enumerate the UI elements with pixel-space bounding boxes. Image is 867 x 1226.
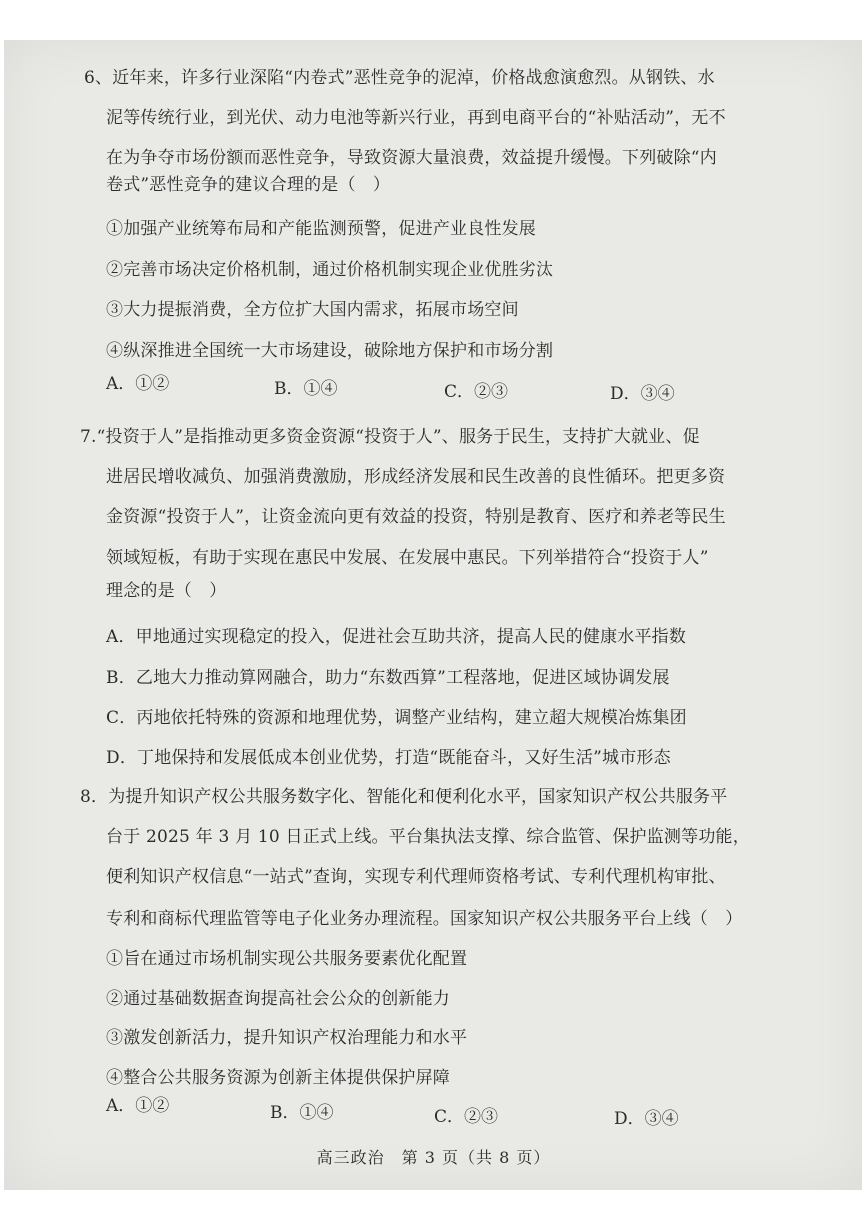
- q8-stem-line-3: 便利知识产权信息“一站式”查询，实现专利代理师资格考试、专利代理机构审批、: [106, 867, 726, 887]
- q8-choice-b: B．①④: [270, 1103, 334, 1123]
- q7-stem-line-2: 进居民增收减负、加强消费激励，形成经济发展和民生改善的良性循环。把更多资: [106, 467, 726, 487]
- q8-stem-line-2: 台于 2025 年 3 月 10 日正式上线。平台集执法支撑、综合监管、保护监测等功能，: [106, 827, 750, 847]
- q6-statement-2: ②完善市场决定价格机制，通过价格机制实现企业优胜劣汰: [106, 260, 554, 280]
- q6-stem-line-2: 泥等传统行业，到光伏、动力电池等新兴行业，再到电商平台的“补贴活动”，无不: [106, 108, 726, 128]
- q6-stem-line-3: 在为争夺市场份额而恶性竞争，导致资源大量浪费，效益提升缓慢。下列破除“内: [106, 148, 717, 168]
- page-footer: 高三政治 第 3 页（共 8 页）: [316, 1148, 551, 1167]
- q6-stem-line-1: 6、近年来，许多行业深陷“内卷式”恶性竞争的泥淖，价格战愈演愈烈。从钢铁、水: [84, 68, 715, 88]
- q7-choice-a: A．甲地通过实现稳定的投入，促进社会互助共济，提高人民的健康水平指数: [106, 627, 687, 647]
- q7-choice-b: B．乙地大力推动算网融合，助力“东数西算”工程落地，促进区域协调发展: [106, 668, 670, 688]
- q8-choice-d: D．③④: [614, 1109, 679, 1129]
- q6-choice-d: D．③④: [610, 384, 675, 404]
- exam-page: [4, 40, 862, 1190]
- q7-stem-line-5: 理念的是（ ）: [106, 581, 227, 601]
- q7-choice-d: D．丁地保持和发展低成本创业优势，打造“既能奋斗，又好生活”城市形态: [106, 748, 671, 768]
- q6-statement-1: ①加强产业统筹布局和产能监测预警，促进产业良性发展: [106, 219, 536, 239]
- q8-statement-3: ③激发创新活力，提升知识产权治理能力和水平: [106, 1028, 468, 1048]
- q6-statement-3: ③大力提振消费，全方位扩大国内需求，拓展市场空间: [106, 300, 519, 320]
- q8-stem-line-4: 专利和商标代理监管等电子化业务办理流程。国家知识产权公共服务平台上线（ ）: [106, 909, 743, 929]
- q6-choice-a: A．①②: [106, 374, 170, 394]
- q6-statement-4: ④纵深推进全国统一大市场建设，破除地方保护和市场分割: [106, 341, 554, 361]
- q8-statement-4: ④整合公共服务资源为创新主体提供保护屏障: [106, 1068, 450, 1088]
- q8-statement-1: ①旨在通过市场机制实现公共服务要素优化配置: [106, 949, 468, 969]
- q6-choice-c: C．②③: [444, 382, 509, 402]
- q8-choice-c: C．②③: [434, 1107, 499, 1127]
- q8-choice-a: A．①②: [106, 1096, 170, 1116]
- q6-choice-b: B．①④: [274, 379, 338, 399]
- q6-stem-line-4: 卷式”恶性竞争的建议合理的是（ ）: [106, 175, 391, 195]
- q7-stem-line-4: 领域短板，有助于实现在惠民中发展、在发展中惠民。下列举措符合“投资于人”: [106, 548, 709, 568]
- q8-stem-line-1: 8．为提升知识产权公共服务数字化、智能化和便利化水平，国家知识产权公共服务平: [80, 787, 728, 807]
- q7-stem-line-1: 7.“投资于人”是指推动更多资金资源“投资于人”、服务于民生，支持扩大就业、促: [80, 427, 700, 447]
- q7-choice-c: C．丙地依托特殊的资源和地理优势，调整产业结构，建立超大规模冶炼集团: [106, 708, 687, 728]
- q8-statement-2: ②通过基础数据查询提高社会公众的创新能力: [106, 989, 450, 1009]
- q7-stem-line-3: 金资源“投资于人”，让资金流向更有效益的投资，特别是教育、医疗和养老等民生: [106, 507, 726, 527]
